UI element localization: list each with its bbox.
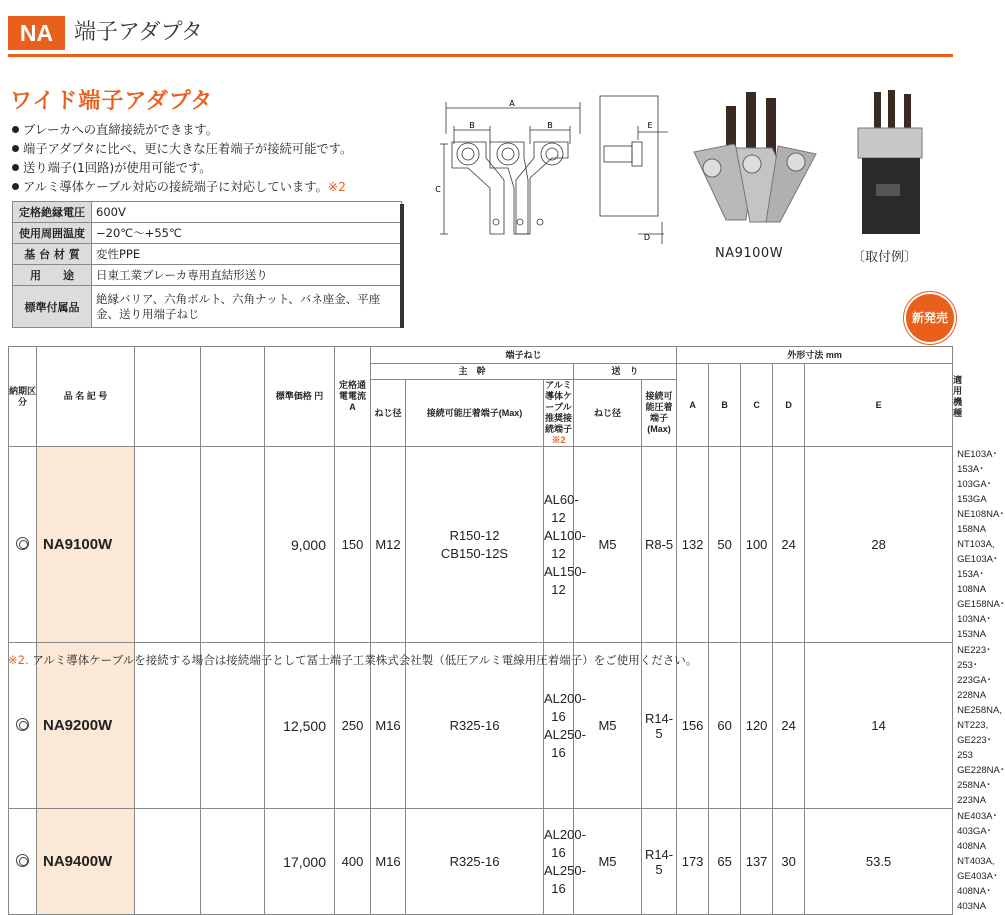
blank-cell bbox=[135, 447, 201, 643]
col-screw-size: ねじ径 bbox=[371, 380, 406, 447]
product-photo bbox=[686, 88, 826, 238]
current: 150 bbox=[335, 447, 371, 643]
product-subtitle: ワイド端子アダプタ bbox=[10, 89, 214, 114]
blank-cell bbox=[201, 809, 265, 915]
table-row: NA9200W 12,500 250 M16 R325-16 AL200-16 AL250-16 M5 R14-5 156 60 120 24 14 NE223･253･223GA･228NA NE258NA, NT223, GE223･253 GE228NA･258NA･223NA bbox=[9, 643, 953, 809]
dim-label-e: E bbox=[647, 121, 653, 130]
dim-label-b: B bbox=[469, 121, 475, 130]
dim-b: 65 bbox=[709, 809, 741, 915]
table-row: NA9400W 17,000 400 M16 R325-16 AL200-16 AL250-16 M5 R14-5 173 65 137 30 53.5 NE403A･403GA･408NA NT403A, GE403A･408NA･403NA bbox=[9, 809, 953, 915]
spec-table bbox=[12, 201, 402, 328]
feature-list bbox=[12, 121, 432, 197]
bullet-icon bbox=[12, 145, 19, 152]
alu-terminal: AL60-12 AL100-12 AL150-12 bbox=[544, 447, 574, 643]
header-rule bbox=[8, 54, 953, 57]
feature-item: アルミ導体ケーブル対応の接続端子に対応しています。※2 bbox=[12, 178, 432, 197]
dim-d: 30 bbox=[773, 809, 805, 915]
dim-d: 24 bbox=[773, 643, 805, 809]
main-screw: M16 bbox=[371, 643, 406, 809]
col-blank bbox=[135, 347, 201, 447]
alu-terminal: AL200-16 AL250-16 bbox=[544, 643, 574, 809]
dim-label-a: A bbox=[509, 99, 515, 108]
photo-caption: NA9100W bbox=[715, 246, 784, 261]
spec-row bbox=[13, 223, 402, 244]
col-dim-c: C bbox=[741, 364, 773, 447]
spec-value: 絶縁バリア、六角ボルト、六角ナット、バネ座金、平座金、送り用端子ねじ bbox=[92, 286, 402, 328]
feed-crimp: R8-5 bbox=[642, 447, 677, 643]
feed-screw: M5 bbox=[574, 447, 642, 643]
col-dim-d: D bbox=[773, 364, 805, 447]
product-table: 納期区分 品 名 記 号 標準価格 円 定格通電電流 A 端子ねじ 外形寸法 mm 適 用 機 種 主 幹 送 り A B C D E ねじ径 接続可能圧着端子(Max) アルミ導体ケーブル推奨接続端子※2 ねじ径 接続可能圧着端子(Max) NA9100W 9,000 150 M12 R150-12 CB150-12S AL60-12 AL100-12 AL150-12 M5 R8-5 132 50 100 24 28 NE103A･153A･103GA･153GA NE108NA･158NA NT103A, GE103A･153A･108NA GE158NA･103NA･153NA NA9200W 12,500 250 M16 R325-16 AL200-16 AL250-16 M5 R14-5 156 60 120 24 14 NE223･253･223GA･228NA NE258NA, NT223, GE223･253 GE228NA･258NA･223NA NA9400W 17,000 400 M16 R325-16 AL200-16 AL250-16 M5 R14-5 173 65 137 30 53.5 NE403A･403GA･408NA NT403A, GE403A･408NA･403NA bbox=[8, 346, 953, 915]
spec-key: 定格絶縁電圧 bbox=[13, 202, 92, 223]
col-delivery: 納期区分 bbox=[9, 347, 37, 447]
col-price: 標準価格 円 bbox=[265, 347, 335, 447]
spec-key: 基 台 材 質 bbox=[13, 244, 92, 265]
bullet-icon bbox=[12, 183, 19, 190]
dim-c: 120 bbox=[741, 643, 773, 809]
dim-label-d: D bbox=[643, 233, 651, 242]
section-title: 端子アダプタ bbox=[74, 20, 203, 45]
spec-row bbox=[13, 244, 402, 265]
main-screw: M16 bbox=[371, 809, 406, 915]
dim-e: 28 bbox=[805, 447, 953, 643]
dimension-drawing bbox=[432, 94, 672, 252]
feature-item: 端子アダプタに比べ、更に大きな圧着端子が接続可能です。 bbox=[12, 140, 432, 159]
col-model: 品 名 記 号 bbox=[37, 347, 135, 447]
spec-row bbox=[13, 265, 402, 286]
blank-cell bbox=[201, 447, 265, 643]
col-blank bbox=[201, 347, 265, 447]
col-main: 主 幹 bbox=[371, 364, 574, 380]
dim-c: 100 bbox=[741, 447, 773, 643]
feed-screw: M5 bbox=[574, 643, 642, 809]
dim-e: 53.5 bbox=[805, 809, 953, 915]
model-code: NA9400W bbox=[37, 809, 135, 915]
price: 9,000 bbox=[265, 447, 335, 643]
dim-d: 24 bbox=[773, 447, 805, 643]
new-release-badge: 新発売 bbox=[906, 294, 954, 342]
feed-crimp: R14-5 bbox=[642, 643, 677, 809]
crimp-terminal: R150-12 CB150-12S bbox=[406, 447, 544, 643]
photo-caption: 〔取付例〕 bbox=[852, 250, 918, 265]
feature-item: ブレーカへの直締接続ができます。 bbox=[12, 121, 432, 140]
current: 400 bbox=[335, 809, 371, 915]
footnote: ※2. アルミ導体ケーブルを接続する場合は接続端子として冨士端子工業株式会社製（低圧アルミ電線用圧着端子）をご使用ください。 bbox=[8, 653, 698, 667]
feature-item: 送り端子(1回路)が使用可能です。 bbox=[12, 159, 432, 178]
bullet-icon bbox=[12, 126, 19, 133]
col-alu: アルミ導体ケーブル推奨接続端子※2 bbox=[544, 380, 572, 445]
dim-b: 50 bbox=[709, 447, 741, 643]
dim-a: 132 bbox=[677, 447, 709, 643]
col-current: 定格通電電流 A bbox=[335, 347, 371, 447]
col-feed: 送 り bbox=[574, 364, 677, 380]
section-tag: NA bbox=[8, 16, 65, 50]
crimp-terminal: R325-16 bbox=[406, 643, 544, 809]
model-code: NA9200W bbox=[37, 643, 135, 809]
col-crimp: 接続可能圧着端子(Max) bbox=[406, 380, 544, 447]
crimp-terminal: R325-16 bbox=[406, 809, 544, 915]
bullet-icon bbox=[12, 164, 19, 171]
delivery-mark-icon bbox=[9, 809, 37, 915]
col-dims: 外形寸法 mm bbox=[677, 347, 953, 364]
col-feed-screw: ねじ径 bbox=[574, 380, 642, 447]
price: 17,000 bbox=[265, 809, 335, 915]
dim-a: 156 bbox=[677, 643, 709, 809]
feed-screw: M5 bbox=[574, 809, 642, 915]
spec-value: −20℃〜+55℃ bbox=[92, 223, 402, 244]
main-screw: M12 bbox=[371, 447, 406, 643]
dim-c: 137 bbox=[741, 809, 773, 915]
spec-key: 用 途 bbox=[13, 265, 92, 286]
model-code: NA9100W bbox=[37, 447, 135, 643]
spec-key: 使用周囲温度 bbox=[13, 223, 92, 244]
col-dim-e: E bbox=[805, 364, 953, 447]
dim-label-b: B bbox=[547, 121, 553, 130]
spec-key: 標準付属品 bbox=[13, 286, 92, 328]
table-row: NA9100W 9,000 150 M12 R150-12 CB150-12S AL60-12 AL100-12 AL150-12 M5 R8-5 132 50 100 24 28 NE103A･153A･103GA･153GA NE108NA･158NA NT103A, GE103A･153A･108NA GE158NA･103NA･153NA bbox=[9, 447, 953, 643]
current: 250 bbox=[335, 643, 371, 809]
footnote-ref: ※2 bbox=[327, 180, 346, 194]
col-feed-crimp: 接続可能圧着端子(Max) bbox=[642, 380, 677, 447]
col-dim-a: A bbox=[677, 364, 709, 447]
delivery-mark-icon bbox=[9, 447, 37, 643]
page-header bbox=[0, 0, 983, 60]
alu-terminal: AL200-16 AL250-16 bbox=[544, 809, 574, 915]
blank-cell bbox=[135, 809, 201, 915]
spec-row bbox=[13, 202, 402, 223]
spec-value: 日東工業ブレーカ専用直結形送り bbox=[92, 265, 402, 286]
spec-value: 600V bbox=[92, 202, 402, 223]
price: 12,500 bbox=[265, 643, 335, 809]
spec-shadow bbox=[400, 204, 404, 328]
feed-crimp: R14-5 bbox=[642, 809, 677, 915]
dim-a: 173 bbox=[677, 809, 709, 915]
spec-value: 変性PPE bbox=[92, 244, 402, 265]
col-dim-b: B bbox=[709, 364, 741, 447]
mounting-photo bbox=[846, 88, 938, 238]
col-screw: 端子ねじ bbox=[371, 347, 677, 364]
dim-b: 60 bbox=[709, 643, 741, 809]
spec-row bbox=[13, 286, 402, 328]
dim-e: 14 bbox=[805, 643, 953, 809]
dim-label-c: C bbox=[435, 185, 441, 194]
